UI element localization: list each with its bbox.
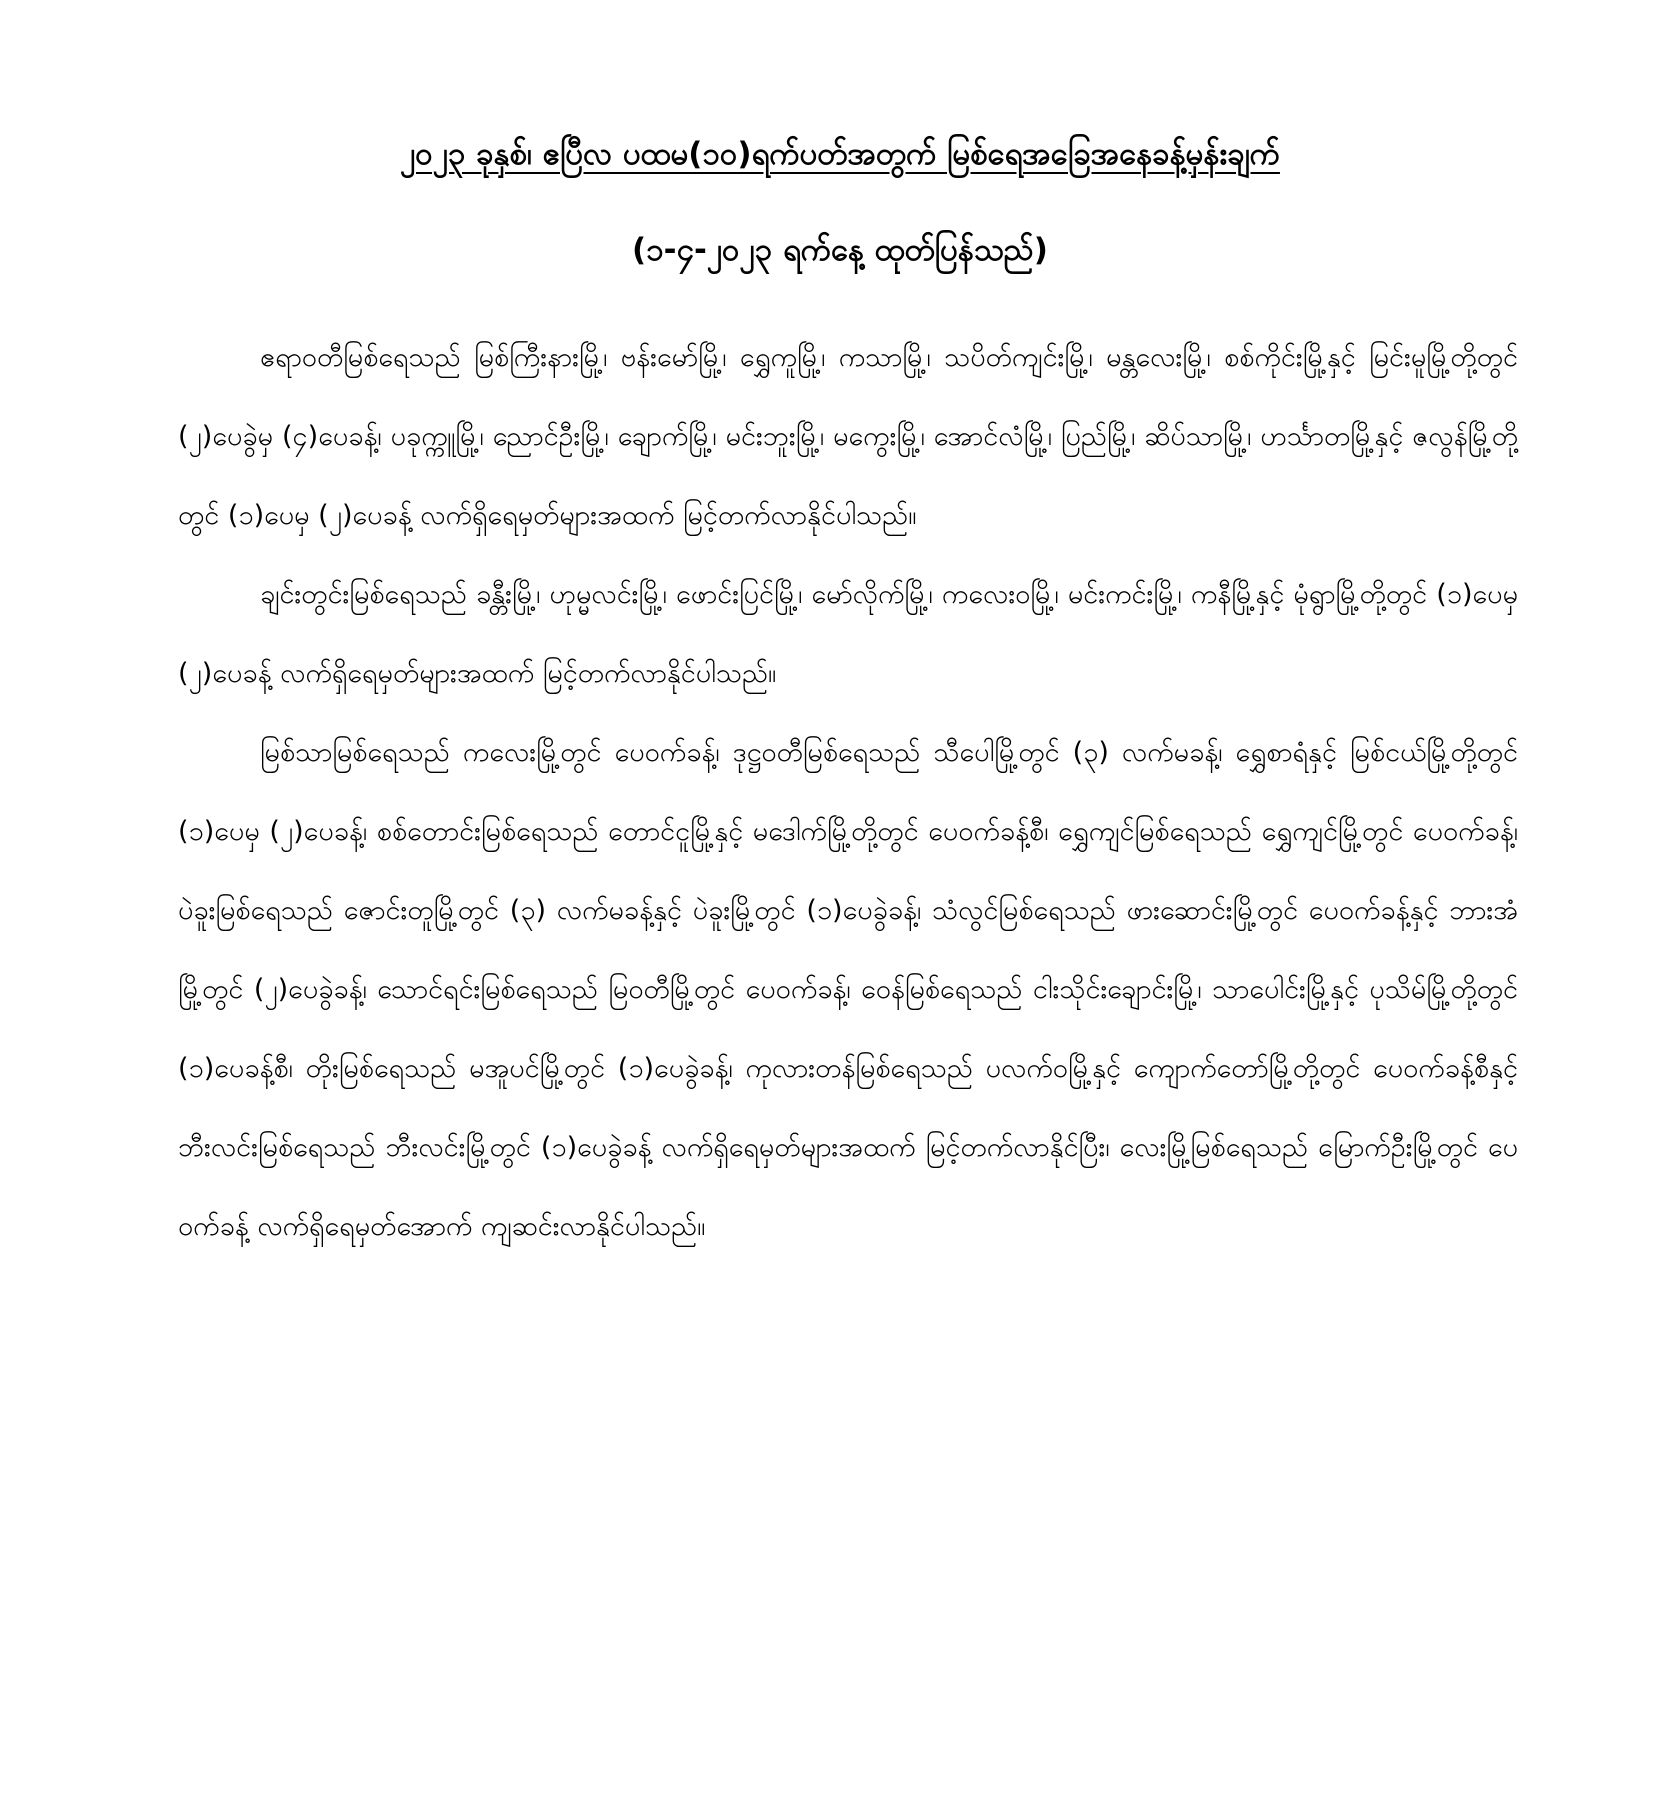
document-subtitle: (၁-၄-၂၀၂၃ ရက်နေ့ ထုတ်ပြန်သည်) [632, 232, 1048, 268]
paragraph-ayeyarwady: ဧရာဝတီမြစ်ရေသည် မြစ်ကြီးနားမြို့၊ ဗန်းမော်မြို့၊ ရွှေကူမြို့၊ ကသာမြို့၊ သပိတ်ကျင်းမြို့၊ မန္တလေးမြို့၊ စစ်ကိုင်းမြို့နှင့် မြင်းမူမြို့တို့တွင် (၂)ပေခွဲမှ (၄)ပေခန့်၊ ပခုက္ကူမြို့၊ ညောင်ဦးမြို့၊ ချောက်မြို့၊ မင်းဘူးမြို့၊ မကွေးမြို့၊ အောင်လံမြို့၊ ပြည်မြို့၊ ဆိပ်သာမြို့၊ ဟင်္သာတမြို့နှင့် ဇလွန်မြို့တို့တွင် (၁)ပေမှ (၂)ပေခန့် လက်ရှိရေမှတ်များအထက် မြင့်တက်လာနိုင်ပါသည်။ [178, 342, 1518, 531]
document-title: ၂၀၂၃ ခုနှစ်၊ ဧပြီလ ပထမ(၁၀)ရက်ပတ်အတွက် မြစ်ရေအခြေအနေခန့်မှန်းချက် [400, 136, 1280, 172]
paragraph-other-rivers: မြစ်သာမြစ်ရေသည် ကလေးမြို့တွင် ပေဝက်ခန့်၊ ဒုဋ္ဌဝတီမြစ်ရေသည် သီပေါမြို့တွင် (၃) လက်မခန့်၊ ရွှေစာရံနှင့် မြစ်ငယ်မြို့တို့တွင် (၁)ပေမှ (၂)ပေခန့်၊ စစ်တောင်းမြစ်ရေသည် တောင်ငူမြို့နှင့် မဒေါက်မြို့တို့တွင် ပေဝက်ခန့်စီ၊ ရွှေကျင်မြစ်ရေသည် ရွှေကျင်မြို့တွင် ပေဝက်ခန့်၊ ပဲခူးမြစ်ရေသည် ဇောင်းတူမြို့တွင် (၃) လက်မခန့်နှင့် ပဲခူးမြို့တွင် (၁)ပေခွဲခန့်၊ သံလွင်မြစ်ရေသည် ဖားဆောင်းမြို့တွင် ပေဝက်ခန့်နှင့် ဘားအံမြို့တွင် (၂)ပေခွဲခန့်၊ သောင်ရင်းမြစ်ရေသည် မြဝတီမြို့တွင် ပေဝက်ခန့်၊ ဝေန်မြစ်ရေသည် ငါးသိုင်းချောင်းမြို့၊ သာပေါင်းမြို့နှင့် ပုသိမ်မြို့တို့တွင် (၁)ပေခန့်စီ၊ တိုးမြစ်ရေသည် မအူပင်မြို့တွင် (၁)ပေခွဲခန့်၊ ကုလားတန်မြစ်ရေသည် ပလက်ဝမြို့နှင့် ကျောက်တော်မြို့တို့တွင် ပေဝက်ခန့်စီနှင့် ဘီးလင်းမြစ်ရေသည် ဘီးလင်းမြို့တွင် (၁)ပေခွဲခန့် လက်ရှိရေမှတ်များအထက် မြင့်တက်လာနိုင်ပြီး၊ လေးမြို့မြစ်ရေသည် မြောက်ဦးမြို့တွင် ပေဝက်ခန့် လက်ရှိရေမှတ်အောက် ကျဆင်းလာနိုင်ပါသည်။ [178, 737, 1518, 1242]
document-body [178, 318, 1518, 1266]
paragraph-chindwin: ချင်းတွင်းမြစ်ရေသည် ခန္တီးမြို့၊ ဟုမ္မလင်းမြို့၊ ဖောင်းပြင်မြို့၊ မော်လိုက်မြို့၊ ကလေးဝမြို့၊ မင်းကင်းမြို့၊ ကနီမြို့နှင့် မုံရွာမြို့တို့တွင် (၁)ပေမှ (၂)ပေခန့် လက်ရှိရေမှတ်များအထက် မြင့်တက်လာနိုင်ပါသည်။ [178, 579, 1518, 689]
